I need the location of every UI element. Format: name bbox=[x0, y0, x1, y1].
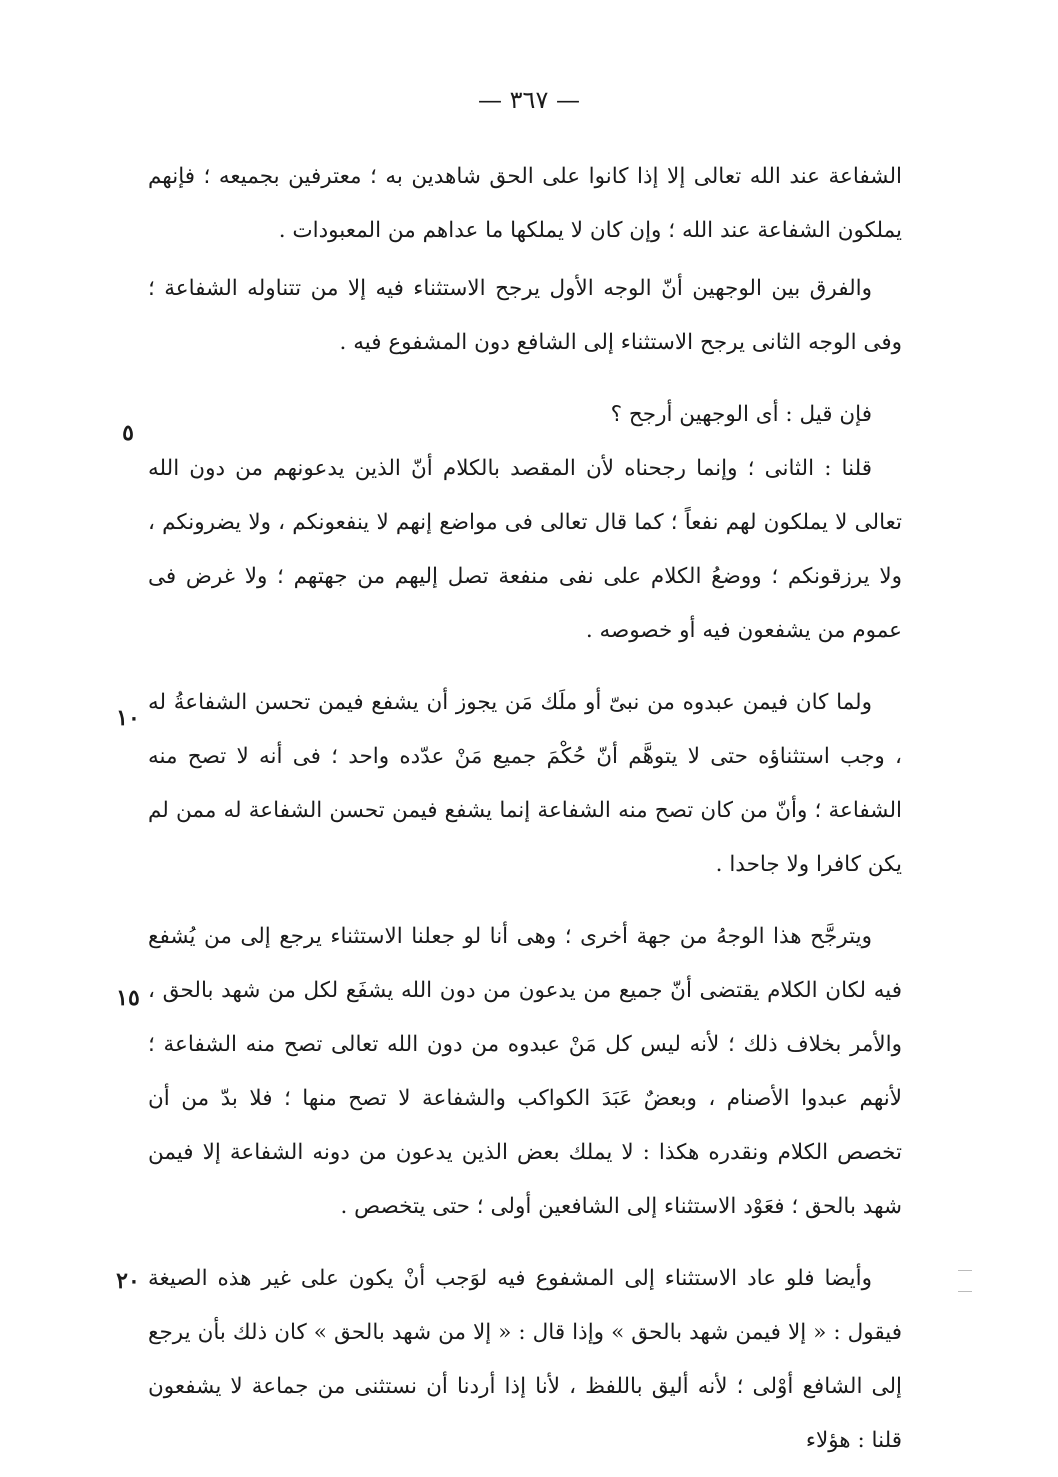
page-number: — ٣٦٧ — bbox=[478, 86, 580, 114]
paragraph-5: ولما كان فيمن عبدوه من نبىّ أو ملَك مَن يجوز أن يشفع فيمن تحسن الشفاعةُ له ، وجب استثناؤه حتى لا يتوهَّم أنّ حُكْمَ جميع مَنْ عدّده واحد ؛ فى أنه لا تصح منه الشفاعة ؛ وأنّ من كان تصح منه الشفاعة إنما يشفع فيمن تحسن الشفاعة له ممن لم يكن كافرا ولا جاحدا . bbox=[148, 690, 902, 877]
line-number-15: ١٥ bbox=[116, 985, 140, 1011]
line-number-10: ١٠ bbox=[116, 705, 140, 731]
paragraph-3: فإن قيل : أى الوجهين أرجح ؟ bbox=[610, 402, 872, 427]
line-number-20: ٢٠ bbox=[116, 1268, 140, 1294]
body-text bbox=[148, 150, 902, 1468]
paragraph-4: قلنا : الثانى ؛ وإنما رجحناه لأن المقصد بالكلام أنّ الذين يدعونهم من دون الله تعالى لا يملكون لهم نفعاً ؛ كما قال تعالى فى مواضع إنهم لا ينفعونكم ، ولا يضرونكم ، ولا يرزقونكم ؛ ووضعُ الكلام على نفى منفعة تصل إليهم من جهتهم ؛ ولا غرض فى عموم من يشفعون فيه أو خصوصه . bbox=[148, 456, 902, 643]
paragraph-1: الشفاعة عند الله تعالى إلا إذا كانوا على الحق شاهدين به ؛ معترفين بجميعه ؛ فإنهم يملكون الشفاعة عند الله ؛ وإن كان لا يملكها ما عداهم من المعبودات . bbox=[148, 164, 902, 243]
paragraph-7: وأيضا فلو عاد الاستثناء إلى المشفوع فيه لوَجب أنْ يكون على غير هذه الصيغة فيقول : « إلا فيمن شهد بالحق » وإذا قال : « إلا من شهد بالحق » كان ذلك بأن يرجع إلى الشافع أوْلى ؛ لأنه أليق باللفظ ، لأنا إذا أردنا أن نستثنى من جماعة لا يشفعون قلنا : هؤلاء bbox=[148, 1266, 902, 1453]
line-number-5: ٥ bbox=[122, 420, 134, 446]
margin-mark bbox=[958, 1270, 972, 1292]
paragraph-2: والفرق بين الوجهين أنّ الوجه الأول يرجح الاستثناء فيه إلا من تتناوله الشفاعة ؛ وفى الوجه الثانى يرجح الاستثناء إلى الشافع دون المشفوع فيه . bbox=[148, 276, 902, 355]
paragraph-6: ويترجَّح هذا الوجهُ من جهة أخرى ؛ وهى أنا لو جعلنا الاستثناء يرجع إلى من يُشفع فيه لكان الكلام يقتضى أنّ جميع من يدعون من دون الله يشفَع لكل من شهد بالحق ، والأمر بخلاف ذلك ؛ لأنه ليس كل مَنْ عبدوه من دون الله تعالى تصح منه الشفاعة ؛ لأنهم عبدوا الأصنام ، وبعضٌ عَبَدَ الكواكب والشفاعة لا تصح منها ؛ فلا بدّ من أن تخصص الكلام ونقدره هكذا : لا يملك بعض الذين يدعون من دونه الشفاعة إلا فيمن شهد بالحق ؛ فعَوْد الاستثناء إلى الشافعين أولى ؛ حتى يتخصص . bbox=[148, 924, 902, 1219]
